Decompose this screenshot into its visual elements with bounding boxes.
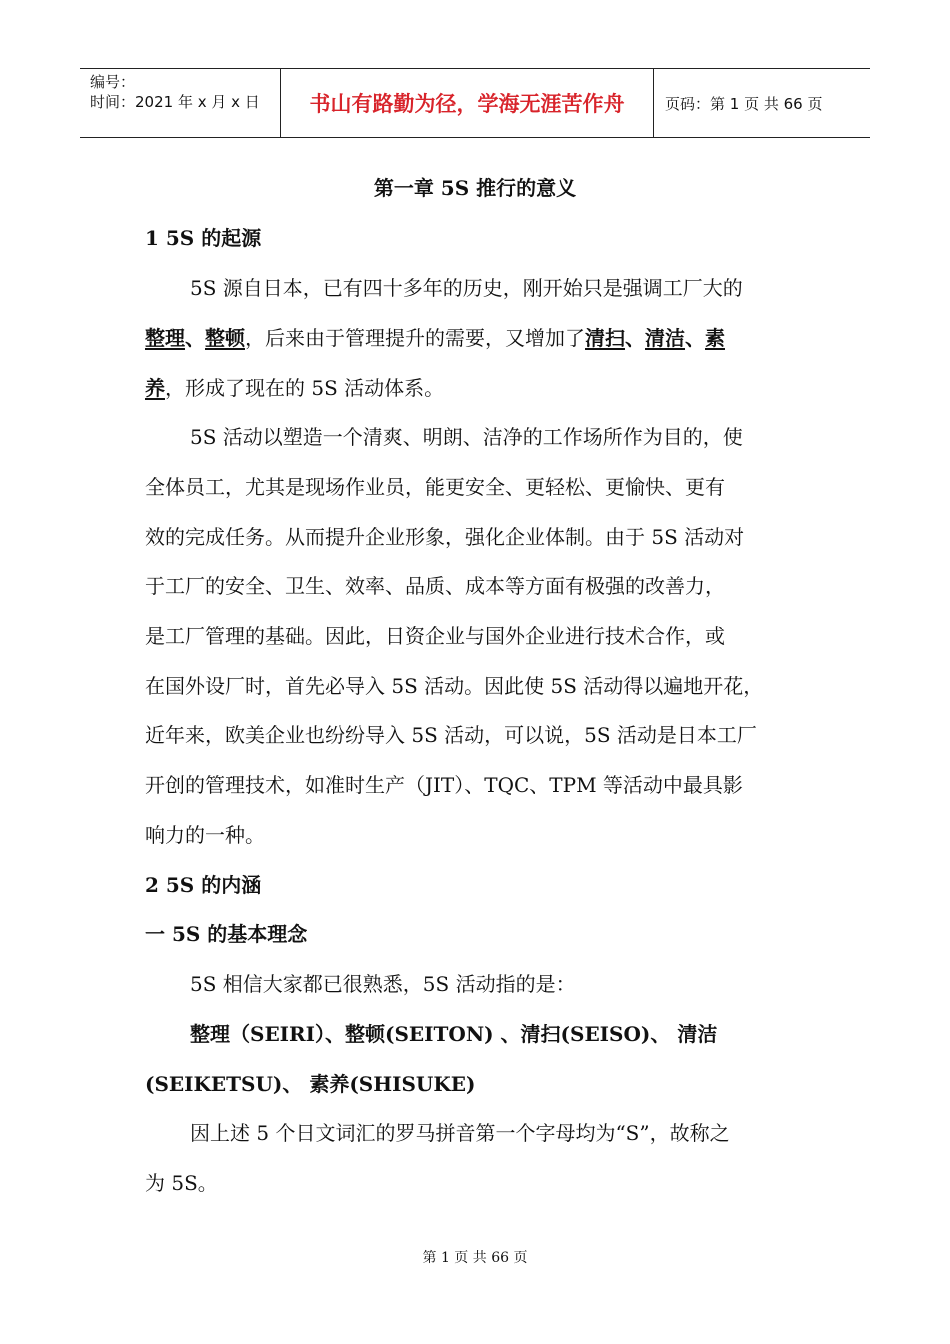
separator: 、 <box>625 326 645 350</box>
term-list-line: 整理（SEIRI）、整顿(SEITON) 、清扫(SEISO)、 清洁 <box>190 1022 718 1046</box>
paragraph-line: 在国外设厂时，首先必导入 5S 活动。因此使 5S 活动得以遍地开花， <box>145 674 764 698</box>
paragraph-line: 开创的管理技术，如准时生产（JIT）、TQC、TPM 等活动中最具影 <box>145 773 743 797</box>
chapter-title: 第一章 5S 推行的意义 <box>373 176 577 200</box>
paragraph-line <box>145 372 444 401</box>
subsection-title: 一 5S 的基本理念 <box>145 922 308 946</box>
header-motto: 书山有路勤为径，学海无涯苦作舟 <box>281 69 654 137</box>
page-footer: 第 1 页 共 66 页 <box>422 1250 528 1266</box>
term-shitsuke-part2: 养 <box>145 376 165 400</box>
paragraph-text: ，后来由于管理提升的需要，又增加了 <box>245 326 585 350</box>
paragraph-line: 全体员工，尤其是现场作业员，能更安全、更轻松、更愉快、更有 <box>145 475 725 499</box>
paragraph-text: ，形成了现在的 5S 活动体系。 <box>165 376 445 400</box>
term-seiso: 清扫 <box>585 326 625 350</box>
separator: 、 <box>185 326 205 350</box>
term-list-line: (SEIKETSU)、 素养(SHISUKE) <box>145 1072 476 1096</box>
number-label: 编号： <box>90 73 136 91</box>
time-label: 时间：2021 年 x 月 x 日 <box>90 93 260 111</box>
term-seiri: 整理 <box>145 326 185 350</box>
paragraph-line: 5S 源自日本，已有四十多年的历史，刚开始只是强调工厂大的 <box>190 276 743 300</box>
paragraph-line: 因上述 5 个日文词汇的罗马拼音第一个字母均为“S”，故称之 <box>190 1121 730 1145</box>
paragraph-line: 5S 相信大家都已很熟悉，5S 活动指的是： <box>190 972 576 996</box>
paragraph-line: 于工厂的安全、卫生、效率、品质、成本等方面有极强的改善力， <box>145 574 725 598</box>
paragraph-line: 响力的一种。 <box>145 823 265 847</box>
section-title-meaning: 2 5S 的内涵 <box>145 873 262 897</box>
term-shitsuke-part1: 素 <box>705 326 725 350</box>
paragraph-line: 是工厂管理的基础。因此，日资企业与国外企业进行技术合作，或 <box>145 624 725 648</box>
section-title-origin: 1 5S 的起源 <box>145 226 262 250</box>
term-seiton: 整顿 <box>205 326 245 350</box>
header-page-info: 页码：第 1 页 共 66 页 <box>665 94 823 113</box>
header-meta-cell <box>80 69 281 137</box>
paragraph-line: 为 5S。 <box>145 1171 218 1195</box>
header-table <box>80 68 870 138</box>
paragraph-line: 5S 活动以塑造一个清爽、明朗、洁净的工作场所作为目的，使 <box>190 425 743 449</box>
paragraph-line: 效的完成任务。从而提升企业形象，强化企业体制。由于 5S 活动对 <box>145 525 745 549</box>
term-seiketsu: 清洁 <box>645 326 685 350</box>
paragraph-line: 近年来，欧美企业也纷纷导入 5S 活动，可以说，5S 活动是日本工厂 <box>145 723 757 747</box>
paragraph-line <box>145 322 725 351</box>
separator: 、 <box>685 326 705 350</box>
